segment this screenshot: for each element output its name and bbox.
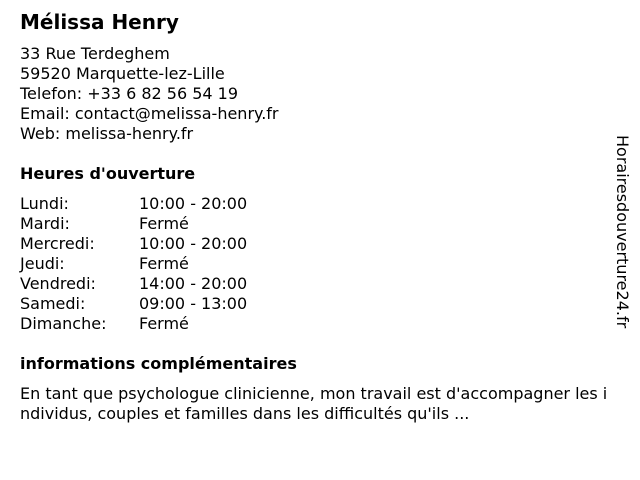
hours-heading: Heures d'ouverture [20,164,196,183]
day-label: Lundi: [20,194,69,213]
day-label: Samedi: [20,294,86,313]
address-street: 33 Rue Terdeghem [20,44,170,63]
time-value: Fermé [139,314,189,333]
business-name: Mélissa Henry [20,10,179,34]
info-heading: informations complémentaires [20,354,297,373]
time-value: 09:00 - 13:00 [139,294,248,313]
watermark-text: Horairesdouverture24.fr [613,135,632,329]
web-line: Web: melissa-henry.fr [20,124,194,143]
time-value: 14:00 - 20:00 [139,274,248,293]
time-value: Fermé [139,254,189,273]
day-label: Mardi: [20,214,70,233]
time-value: 10:00 - 20:00 [139,234,248,253]
info-description: En tant que psychologue clinicienne, mon travail est d'accompagner les individus, couples et familles dans les difficultés qu'ils ... [20,384,608,423]
time-value: Fermé [139,214,189,233]
time-value: 10:00 - 20:00 [139,194,248,213]
address-city: 59520 Marquette-lez-Lille [20,64,225,83]
contact-block [20,44,279,144]
day-label: Mercredi: [20,234,95,253]
day-label: Jeudi: [20,254,65,273]
day-label: Dimanche: [20,314,107,333]
phone-line: Telefon: +33 6 82 56 54 19 [20,84,239,103]
email-line: Email: contact@melissa-henry.fr [20,104,279,123]
day-label: Vendredi: [20,274,96,293]
